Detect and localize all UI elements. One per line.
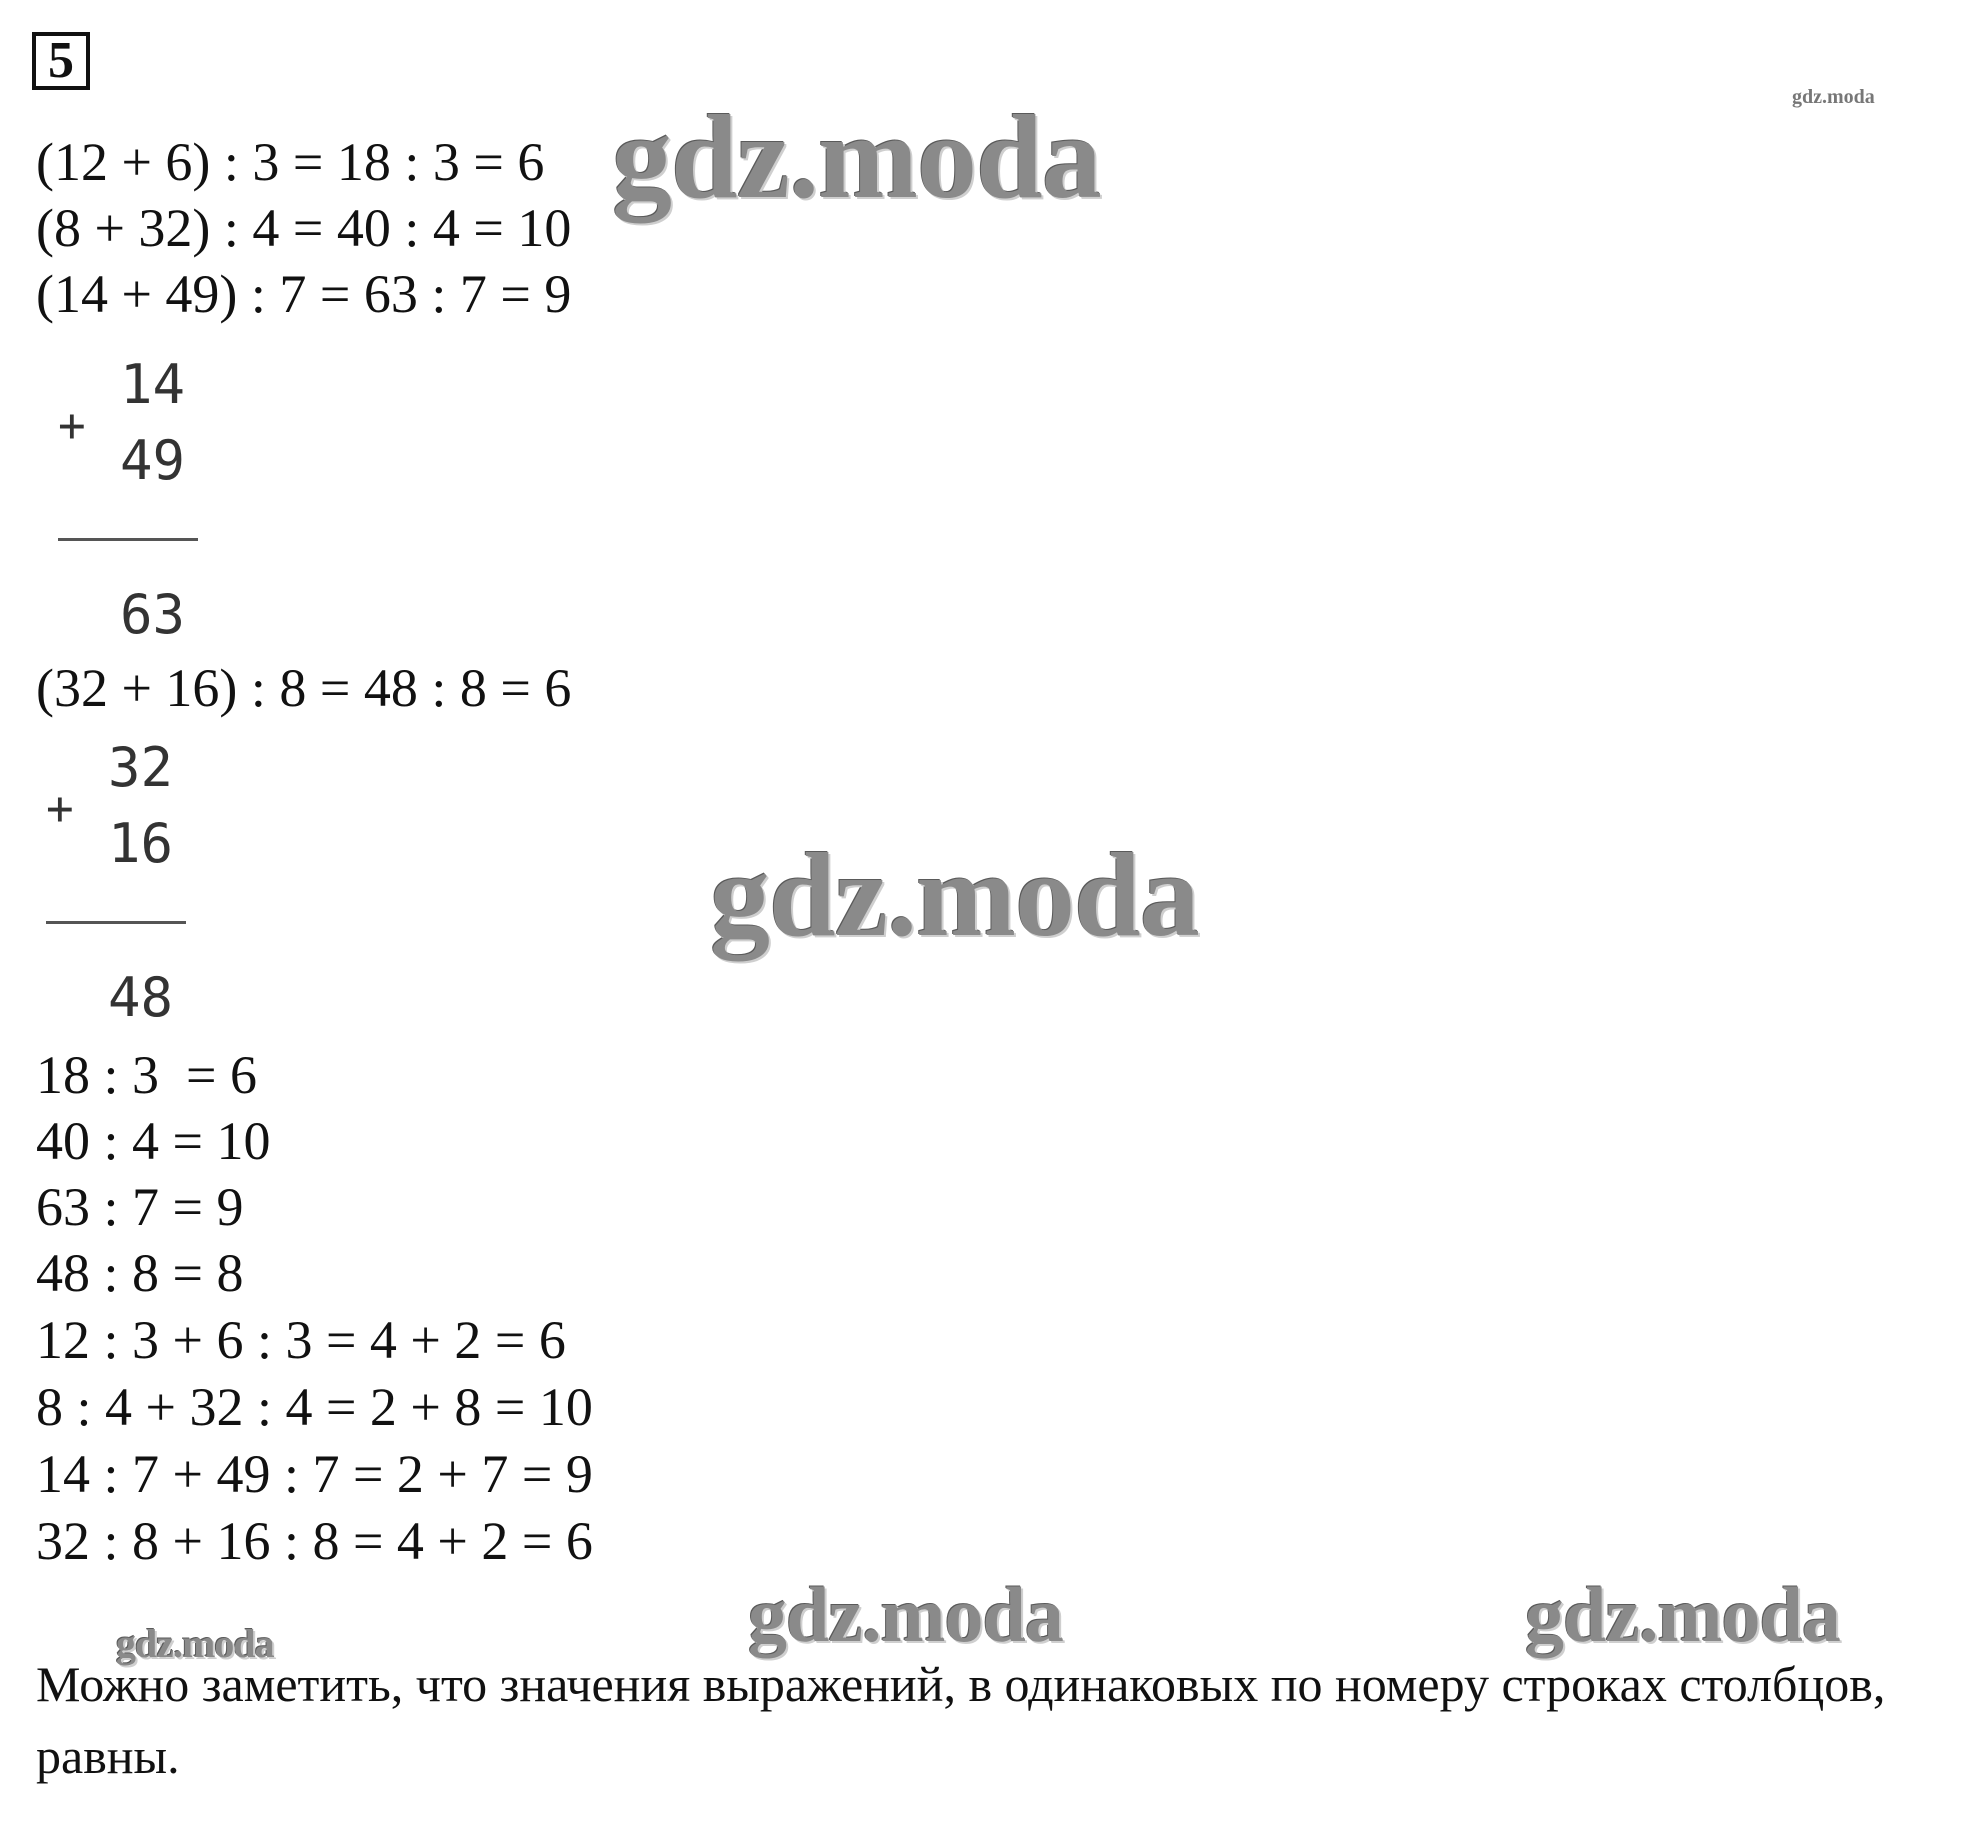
expression-line-7: 63 : 7 = 9: [36, 1177, 244, 1237]
plus-sign: +: [58, 398, 86, 452]
expression-line-1: (12 + 6) : 3 = 18 : 3 = 6: [36, 132, 545, 192]
column-addition-2: [38, 738, 198, 1038]
addend-bottom: 49: [120, 429, 186, 492]
addend-top: 14: [120, 353, 186, 416]
watermark-middle: gdz.moda: [710, 828, 1199, 961]
expression-line-2: (8 + 32) : 4 = 40 : 4 = 10: [36, 198, 572, 258]
addend-top: 32: [108, 736, 174, 799]
expression-line-12: 32 : 8 + 16 : 8 = 4 + 2 = 6: [36, 1511, 593, 1571]
expression-line-8: 48 : 8 = 8: [36, 1243, 244, 1303]
expression-line-5: 18 : 3 = 6: [36, 1045, 257, 1105]
conclusion-text: Можно заметить, что значения выражений, в одинаковых по номеру строках столбцов, равны.: [36, 1656, 1886, 1784]
expression-line-4: (32 + 16) : 8 = 48 : 8 = 6: [36, 658, 572, 718]
expression-line-11: 14 : 7 + 49 : 7 = 2 + 7 = 9: [36, 1444, 593, 1504]
watermark-bottom-left: gdz.moda: [116, 1621, 274, 1666]
addend-bottom: 16: [108, 812, 174, 875]
sum-line: [46, 921, 186, 924]
expression-line-9: 12 : 3 + 6 : 3 = 4 + 2 = 6: [36, 1310, 566, 1370]
task-number-badge: 5: [32, 32, 90, 90]
plus-sign: +: [46, 781, 74, 835]
expression-line-10: 8 : 4 + 32 : 4 = 2 + 8 = 10: [36, 1377, 593, 1437]
expression-line-6: 40 : 4 = 10: [36, 1111, 271, 1171]
watermark-bottom-center: gdz.moda: [748, 1571, 1063, 1658]
sum-line: [58, 538, 198, 541]
watermark-bottom-right: gdz.moda: [1525, 1571, 1840, 1658]
watermark-top-center: gdz.moda: [612, 90, 1101, 223]
expression-line-3: (14 + 49) : 7 = 63 : 7 = 9: [36, 264, 572, 324]
watermark-top-right-small: gdz.moda: [1792, 86, 1875, 108]
column-addition-1: [50, 355, 210, 655]
sum-result: 48: [108, 966, 174, 1029]
sum-result: 63: [120, 583, 186, 646]
